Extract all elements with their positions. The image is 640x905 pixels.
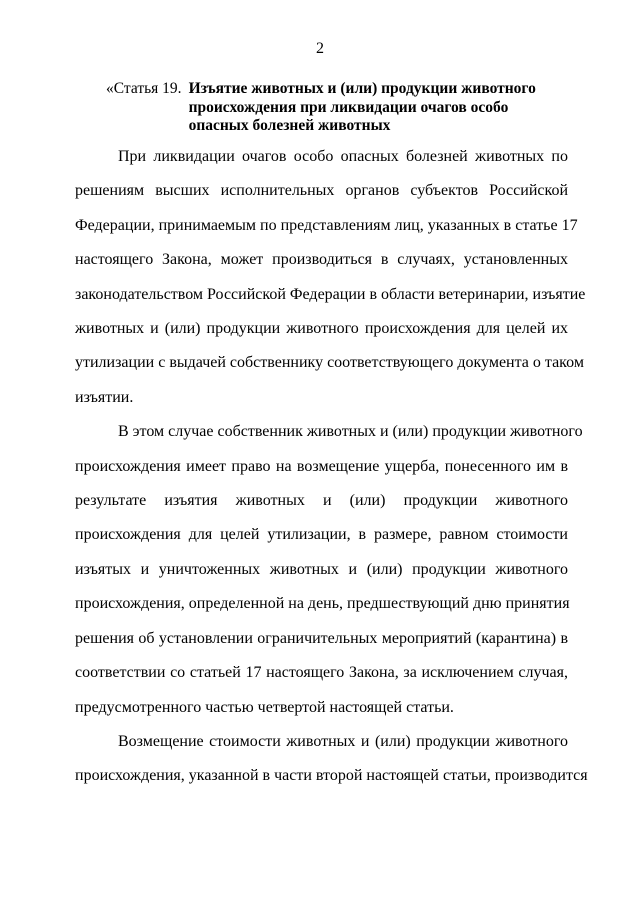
paragraph-3 <box>75 725 588 794</box>
text-line: животных и (или) продукции животного происхождения для целей их <box>75 320 568 338</box>
article-title <box>189 80 536 136</box>
text-line: изъятых и уничтоженных животных и (или) продукции животного <box>75 560 568 578</box>
text-line: При ликвидации очагов особо опасных болезней животных по <box>118 148 568 165</box>
text-line: В этом случае собственник животных и (или) продукции животного <box>118 423 583 441</box>
article-title-line: опасных болезней животных <box>188 117 391 134</box>
article-number: «Статья 19. <box>106 80 182 97</box>
article-body <box>75 140 588 794</box>
article-title-line: Изъятие животных и (или) продукции животного <box>188 80 536 97</box>
text-line: происхождения имеет право на возмещение ущерба, понесенного им в <box>75 457 568 475</box>
article-heading <box>106 80 576 136</box>
text-line: законодательством Российской Федерации в области ветеринарии, изъятие <box>75 285 586 303</box>
text-line: Возмещение стоимости животных и (или) продукции животного <box>118 732 568 750</box>
text-line: утилизации с выдачей собственнику соответствующего документа о таком <box>75 354 584 372</box>
text-line: настоящего Закона, может производиться в случаях, установленных <box>75 251 568 269</box>
paragraph-1 <box>75 140 586 415</box>
text-line: изъятии. <box>75 388 134 406</box>
text-line: соответствии со статьей 17 настоящего Закона, за исключением случая, <box>75 664 568 682</box>
paragraph-2 <box>75 415 583 725</box>
text-line: предусмотренного частью четвертой настоящей статьи. <box>75 698 454 716</box>
text-line: происхождения, указанной в части второй настоящей статьи, производится <box>75 767 588 785</box>
text-line: Федерации, принимаемым по представлениям лиц, указанных в статье 17 <box>75 216 578 234</box>
text-line: происхождения для целей утилизации, в размере, равном стоимости <box>75 526 568 544</box>
article-title-line: происхождения при ликвидации очагов особо <box>188 98 509 116</box>
text-line: решения об установлении ограничительных мероприятий (карантина) в <box>75 629 568 647</box>
text-line: решениям высших исполнительных органов субъектов Российской <box>75 182 568 200</box>
text-line: происхождения, определенной на день, предшествующий дню принятия <box>75 595 570 613</box>
text-line: результате изъятия животных и (или) продукции животного <box>75 492 568 510</box>
page-number: 2 <box>316 40 324 57</box>
